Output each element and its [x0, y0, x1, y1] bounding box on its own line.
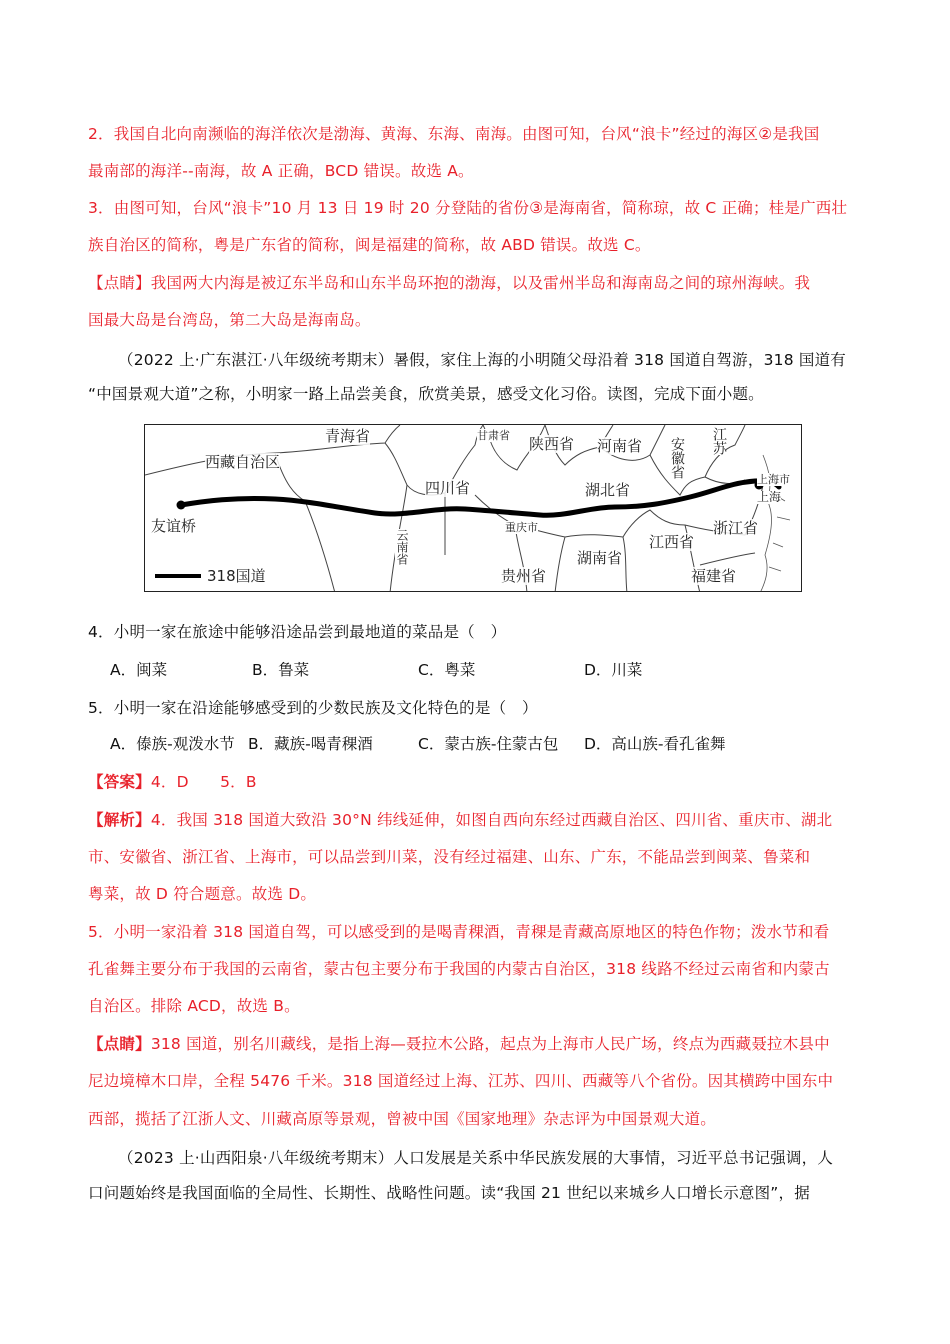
analysis-line: 孔雀舞主要分布于我国的云南省，蒙古包主要分布于我国的内蒙古自治区，318 线路不经过云南省和内蒙古: [88, 960, 830, 978]
note-line: 西部，揽括了江浙人文、川藏高原等景观，曾被中国《国家地理》杂志评为中国景观大道。: [88, 1110, 717, 1128]
map-label-yunnan: 云南省: [395, 529, 409, 565]
route-318-map: [144, 424, 802, 592]
map-label-shanghai-city: 上海市: [757, 473, 790, 486]
tip-line: 国最大岛是台湾岛，第二大岛是海南岛。: [88, 311, 371, 329]
explanation-line: 3．由图可知，台风“浪卡”10 月 13 日 19 时 20 分登陆的省份③是海南省，简称琼，故 C 正确；桂是广西壮: [88, 199, 848, 217]
question-intro: 口问题始终是我国面临的全局性、长期性、战略性问题。读“我国 21 世纪以来城乡人口增长示意图”，据: [88, 1184, 810, 1202]
answer-text: 4．D 5．B: [150, 773, 257, 791]
answer-tag: 【答案】: [88, 773, 151, 791]
explanation-line: 2．我国自北向南濒临的海洋依次是渤海、黄海、东海、南海。由图可知，台风“浪卡”经过的海区②是我国: [88, 125, 820, 143]
route-318-line: [181, 481, 782, 515]
question-intro: （2022 上·广东湛江·八年级统考期末）暑假，家住上海的小明随父母沿着 318 国道自驾游，318 国道有: [118, 351, 846, 369]
map-label-gansu: 甘肃省: [477, 429, 510, 442]
map-label-shanghai: 上海: [757, 490, 782, 504]
map-label-zhejiang: 浙江省: [713, 519, 759, 537]
question-5-stem: 5．小明一家在沿途能够感受到的少数民族及文化特色的是（ ）: [88, 699, 538, 717]
answer-line: [88, 772, 878, 792]
map-label-shaanxi: 陕西省: [529, 435, 575, 453]
map-label-jiangsu: 江苏: [711, 427, 727, 455]
analysis-line: 自治区。排除 ACD，故选 B。: [88, 997, 300, 1015]
map-label-jiangxi: 江西省: [649, 533, 695, 551]
analysis-line: 5．小明一家沿着 318 国道自驾，可以感受到的是喝青稞酒，青稞是青藏高原地区的特色作物；泼水节和看: [88, 923, 830, 941]
map-label-fujian: 福建省: [691, 567, 737, 585]
map-label-anhui: 安徽省: [669, 437, 685, 479]
note-tag: 【点睛】: [88, 1035, 151, 1053]
map-label-sichuan: 四川省: [425, 479, 471, 497]
q4-option-a: A．闽菜: [110, 661, 168, 679]
question-intro: “中国景观大道”之称，小明家一路上品尝美食，欣赏美景，感受文化习俗。读图，完成下面小题。: [88, 385, 764, 403]
explanation-line: 族自治区的简称，粤是广东省的简称，闽是福建的简称，故 ABD 错误。故选 C。: [88, 236, 651, 254]
map-legend: [155, 565, 266, 586]
map-label-youyiqiao: 友谊桥: [151, 517, 197, 535]
q5-option-b: B．藏族-喝青稞酒: [248, 735, 373, 753]
note-text: 318 国道，别名川藏线，是指上海—聂拉木公路，起点为上海市人民广场，终点为西藏聂拉木县中: [150, 1035, 830, 1053]
q4-option-c: C．粤菜: [418, 661, 476, 679]
legend-line-swatch: [155, 574, 201, 578]
analysis-line: 粤菜，故 D 符合题意。故选 D。: [88, 885, 317, 903]
map-label-qinghai: 青海省: [325, 427, 371, 445]
analysis-line: [88, 810, 878, 830]
route-start-point: [177, 501, 186, 510]
legend-label: 318国道: [207, 567, 266, 585]
q4-option-b: B．鲁菜: [252, 661, 310, 679]
question-intro: （2023 上·山西阳泉·八年级统考期末）人口发展是关系中华民族发展的大事情，习近平总书记强调，人: [118, 1149, 834, 1167]
question-4-stem: 4．小明一家在旅途中能够沿途品尝到最地道的菜品是（ ）: [88, 623, 507, 641]
tip-line: 【点睛】我国两大内海是被辽东半岛和山东半岛环抱的渤海，以及雷州半岛和海南岛之间的琼州海峡。我: [88, 274, 811, 292]
map-label-hunan: 湖南省: [577, 549, 623, 567]
map-label-xizang: 西藏自治区: [205, 453, 281, 471]
analysis-tag: 【解析】: [88, 811, 151, 829]
explanation-line: 最南部的海洋--南海，故 A 正确，BCD 错误。故选 A。: [88, 162, 474, 180]
map-label-guizhou: 贵州省: [501, 567, 547, 585]
q4-option-d: D．川菜: [584, 661, 643, 679]
map-label-henan: 河南省: [597, 437, 643, 455]
q5-option-a: A．傣族-观泼水节: [110, 735, 235, 753]
map-label-chongqing: 重庆市: [505, 521, 538, 534]
analysis-line: 市、安徽省、浙江省、上海市，可以品尝到川菜，没有经过福建、山东、广东，不能品尝到闽菜、鲁菜和: [88, 848, 811, 866]
note-line: [88, 1034, 878, 1054]
map-label-hubei: 湖北省: [585, 481, 631, 499]
q5-option-c: C．蒙古族-住蒙古包: [418, 735, 559, 753]
q5-option-d: D．高山族-看孔雀舞: [584, 735, 726, 753]
note-line: 尼边境樟木口岸，全程 5476 千米。318 国道经过上海、江苏、四川、西藏等八个省份。因其横跨中国东中: [88, 1072, 834, 1090]
analysis-text: 4．我国 318 国道大致沿 30°N 纬线延伸，如图自西向东经过西藏自治区、四川省、重庆市、湖北: [150, 811, 833, 829]
